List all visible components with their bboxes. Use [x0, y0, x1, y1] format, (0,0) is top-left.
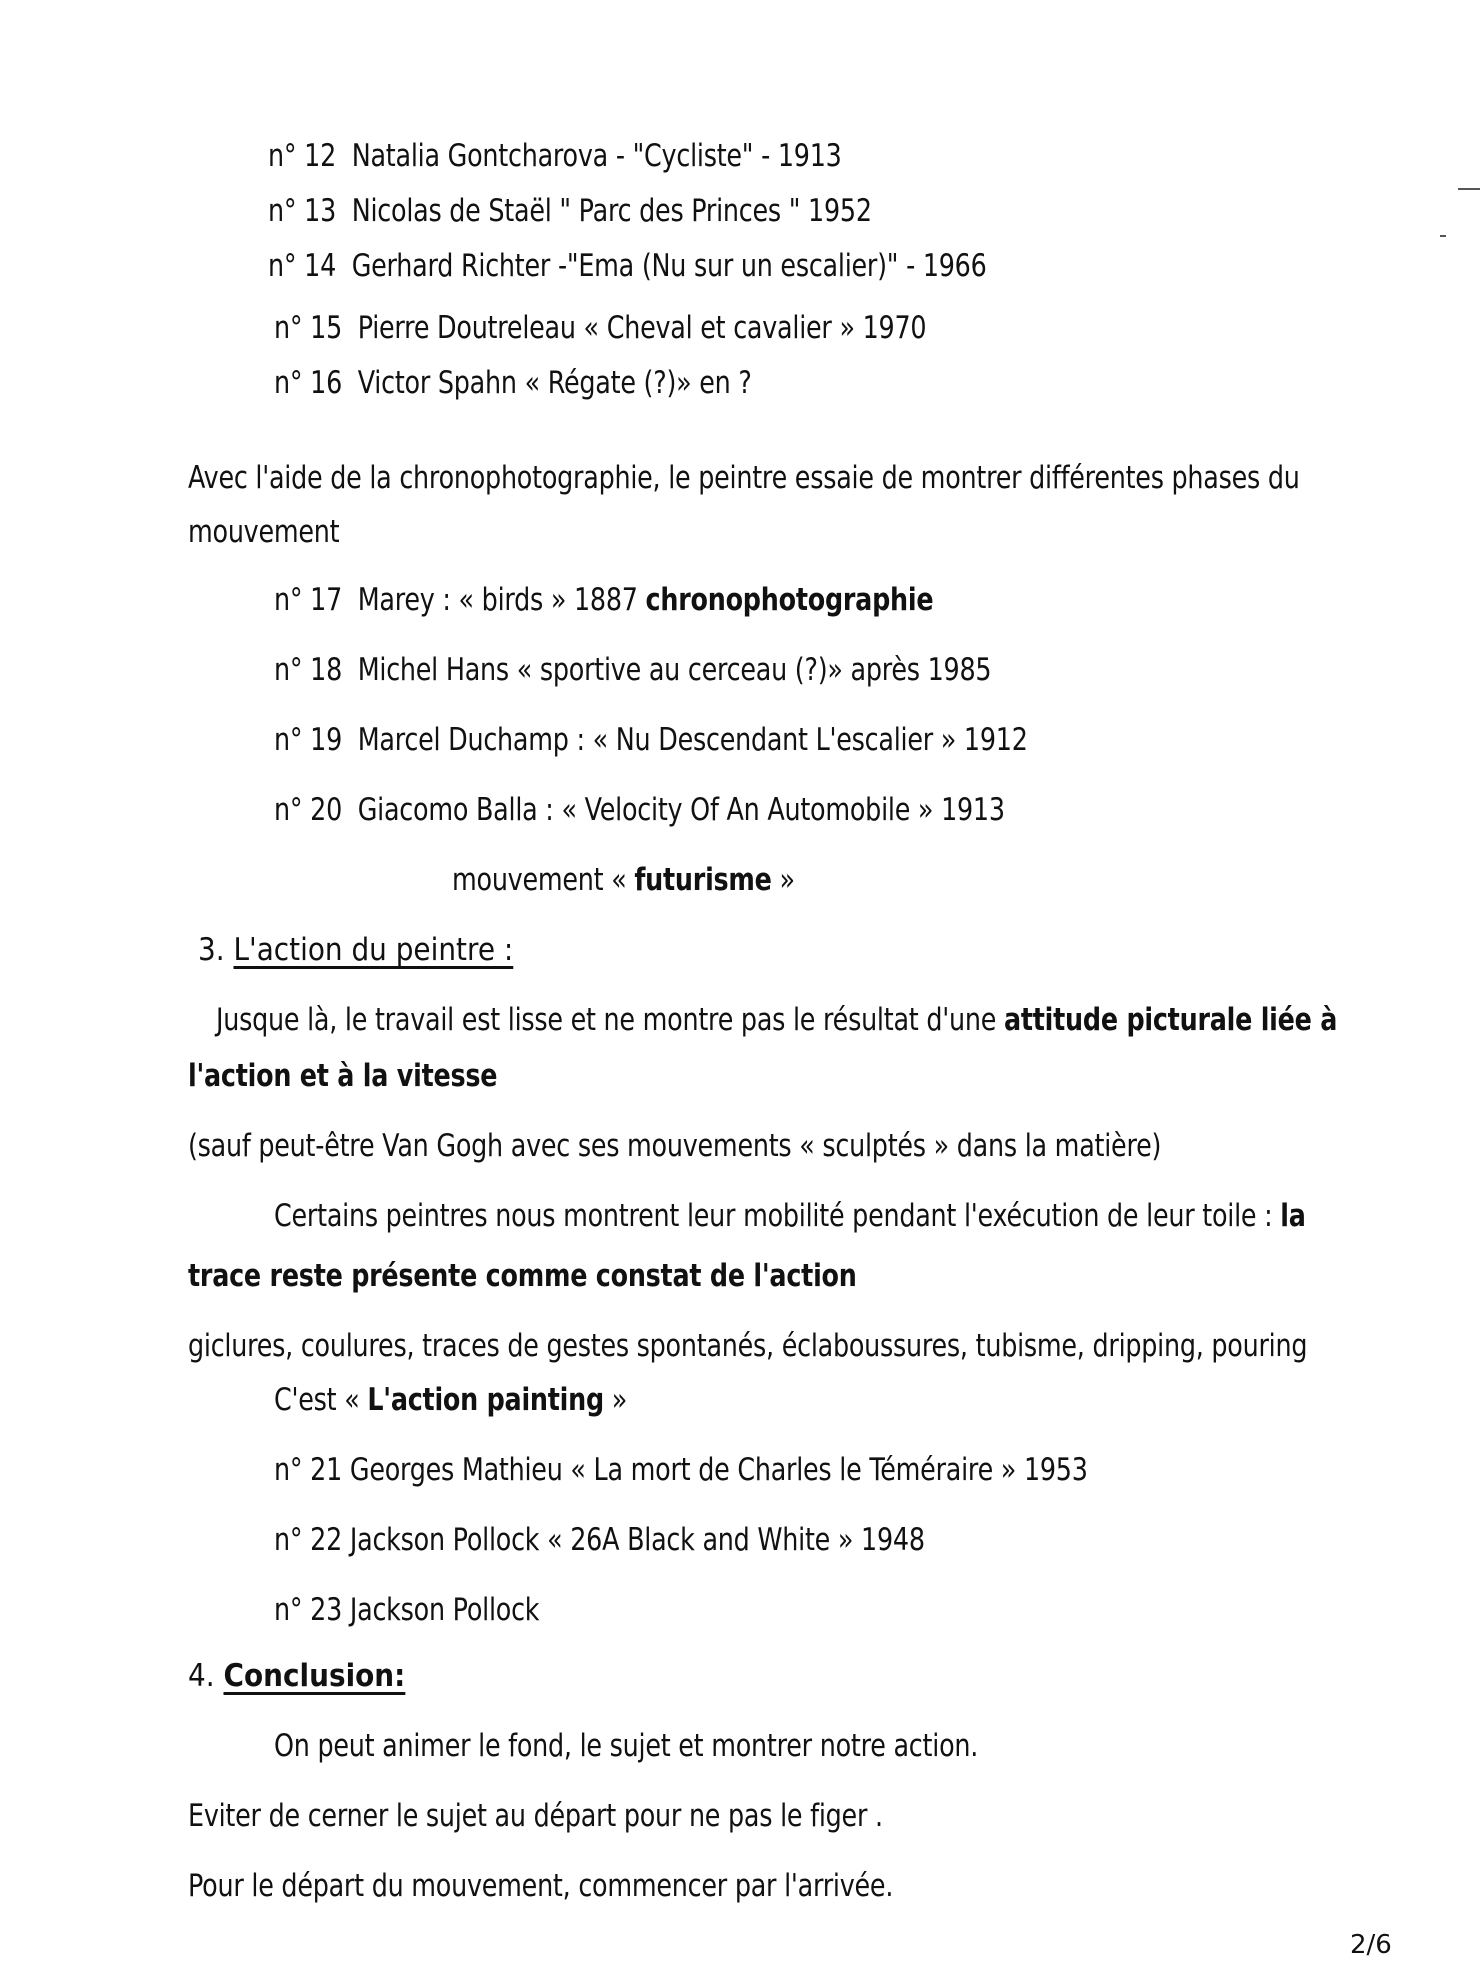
artwork-item-13 — [268, 191, 872, 231]
artwork-number: n° 12 — [268, 138, 337, 174]
artwork-number: n° 13 — [268, 193, 337, 229]
artwork-item-17 — [274, 580, 933, 620]
artwork-technique: chronophotographie — [645, 582, 934, 618]
para-emphasis: attitude picturale liée à — [1003, 1002, 1338, 1038]
artwork-item-21 — [274, 1450, 1088, 1490]
conclusion-line-3: Pour le départ du mouvement, commencer par l'arrivée. — [188, 1868, 894, 1904]
artwork-item-22 — [274, 1520, 925, 1560]
futurism-term: futurisme — [634, 862, 772, 898]
artwork-text: Natalia Gontcharova - "Cycliste" - 1913 — [351, 138, 842, 174]
action-suffix: » — [603, 1382, 628, 1418]
artwork-number: n° 14 — [268, 248, 337, 284]
artwork-number: n° 22 — [274, 1522, 343, 1558]
section-3-heading — [198, 930, 513, 970]
artwork-item-16 — [274, 363, 752, 403]
section-title: L'action du peintre : — [233, 932, 514, 968]
artwork-text: Pierre Doutreleau « Cheval et cavalier » 1970 — [357, 310, 927, 346]
artwork-text: Jackson Pollock « 26A Black and White » 1948 — [349, 1522, 925, 1558]
artwork-text: Jackson Pollock — [349, 1592, 540, 1628]
artwork-number: n° 17 — [274, 582, 343, 618]
section-3-para-3-line-1 — [274, 1196, 1306, 1236]
margin-mark — [1458, 188, 1480, 190]
artwork-number: n° 23 — [274, 1592, 343, 1628]
artwork-item-20 — [274, 790, 1005, 830]
section-3-para-4: giclures, coulures, traces de gestes spontanés, éclaboussures, tubisme, dripping, pouring — [188, 1328, 1308, 1364]
artwork-number: n° 16 — [274, 365, 343, 401]
artwork-item-23 — [274, 1590, 539, 1630]
artwork-number: n° 21 — [274, 1452, 343, 1488]
futurism-prefix: mouvement « — [452, 862, 635, 898]
section-number: 3. — [198, 932, 234, 968]
page-number: 2/6 — [1350, 1930, 1392, 1960]
artwork-number: n° 15 — [274, 310, 343, 346]
section-number: 4. — [188, 1658, 224, 1694]
artwork-text: Nicolas de Staël " Parc des Princes " 1952 — [351, 193, 872, 229]
artwork-text: Georges Mathieu « La mort de Charles le Téméraire » 1953 — [349, 1452, 1088, 1488]
artwork-item-14 — [268, 246, 987, 286]
artwork-number: n° 18 — [274, 652, 343, 688]
artwork-number: n° 19 — [274, 722, 343, 758]
artwork-text: Marcel Duchamp : « Nu Descendant L'escalier » 1912 — [357, 722, 1028, 758]
conclusion-line-1: On peut animer le fond, le sujet et montrer notre action. — [274, 1728, 979, 1764]
section-4-heading — [188, 1656, 405, 1696]
artwork-text: Marey : « birds » 1887 — [357, 582, 646, 618]
artwork-item-12 — [268, 136, 842, 176]
artwork-text: Victor Spahn « Régate (?)» en ? — [357, 365, 752, 401]
action-prefix: C'est « — [274, 1382, 368, 1418]
artwork-text: Giacomo Balla : « Velocity Of An Automobile » 1913 — [357, 792, 1005, 828]
para-text: Jusque là, le travail est lisse et ne montre pas le résultat d'une — [216, 1002, 1004, 1038]
section-3-para-1-line-1 — [216, 1000, 1337, 1040]
action-painting-line — [274, 1380, 627, 1420]
section-3-para-3-line-2: trace reste présente comme constat de l'action — [188, 1258, 857, 1294]
artwork-item-19 — [274, 720, 1028, 760]
section-3-para-1-line-2: l'action et à la vitesse — [188, 1058, 498, 1094]
chrono-intro-line-2: mouvement — [188, 514, 340, 550]
para-text: Certains peintres nous montrent leur mobilité pendant l'exécution de leur toile : — [274, 1198, 1281, 1234]
futurism-movement — [452, 860, 795, 900]
section-title: Conclusion: — [223, 1658, 406, 1694]
action-painting-term: L'action painting — [367, 1382, 604, 1418]
artwork-text: Michel Hans « sportive au cerceau (?)» après 1985 — [357, 652, 992, 688]
conclusion-line-2: Eviter de cerner le sujet au départ pour ne pas le figer . — [188, 1798, 883, 1834]
para-emphasis: la — [1280, 1198, 1306, 1234]
section-3-para-2: (sauf peut-être Van Gogh avec ses mouvements « sculptés » dans la matière) — [188, 1128, 1162, 1164]
artwork-number: n° 20 — [274, 792, 343, 828]
chrono-intro-line-1: Avec l'aide de la chronophotographie, le peintre essaie de montrer différentes phases du — [188, 460, 1300, 496]
margin-mark — [1440, 235, 1446, 237]
futurism-suffix: » — [771, 862, 795, 898]
artwork-item-18 — [274, 650, 991, 690]
artwork-item-15 — [274, 308, 926, 348]
artwork-text: Gerhard Richter -"Ema (Nu sur un escalier)" - 1966 — [351, 248, 987, 284]
